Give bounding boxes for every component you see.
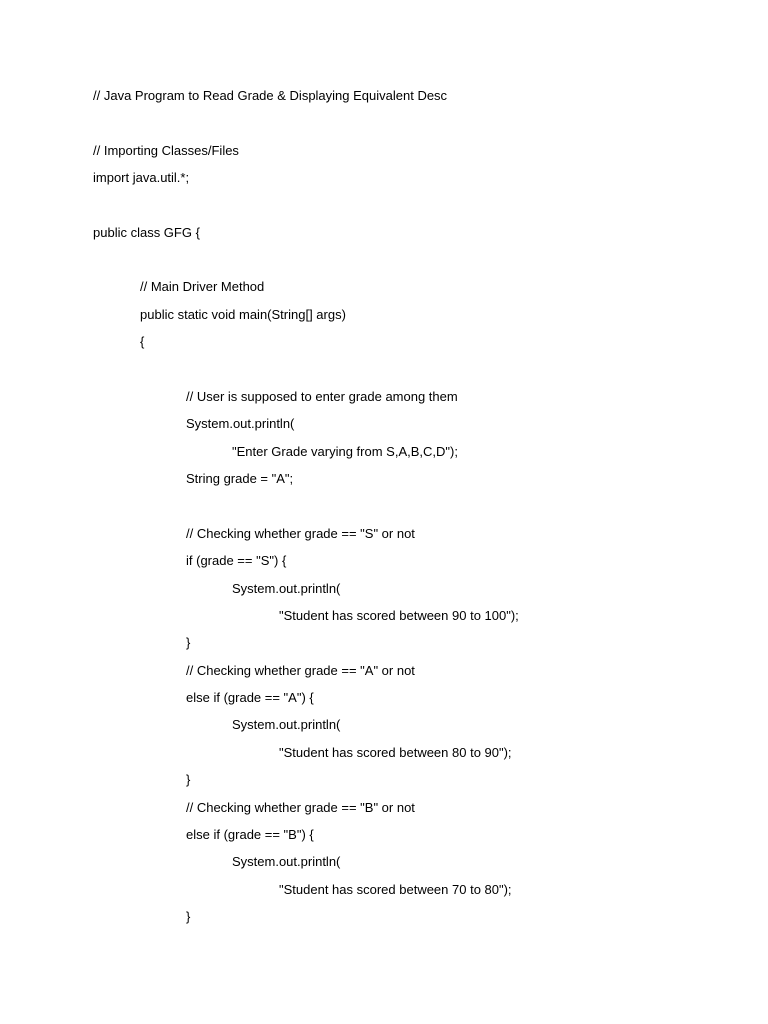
code-line: // Importing Classes/Files <box>93 143 239 158</box>
code-line: // Checking whether grade == "B" or not <box>186 800 415 815</box>
code-line: "Student has scored between 80 to 90"); <box>279 745 512 760</box>
code-line: System.out.println( <box>232 717 341 732</box>
code-line: // Java Program to Read Grade & Displaying Equivalent Desc <box>93 88 448 103</box>
code-line: "Student has scored between 90 to 100"); <box>279 608 519 623</box>
code-line: // Checking whether grade == "A" or not <box>186 663 415 678</box>
code-line: // Main Driver Method <box>140 279 265 294</box>
code-line: } <box>186 635 191 650</box>
code-line: { <box>140 334 145 349</box>
code-line: else if (grade == "A") { <box>186 690 314 705</box>
code-line: String grade = "A"; <box>186 471 294 486</box>
code-line: } <box>186 772 191 787</box>
code-line: System.out.println( <box>232 581 341 596</box>
code-line: } <box>186 909 191 924</box>
code-line: import java.util.*; <box>93 170 190 185</box>
code-line: else if (grade == "B") { <box>186 827 314 842</box>
code-line: if (grade == "S") { <box>186 553 287 568</box>
code-line: public class GFG { <box>93 225 200 240</box>
code-line: "Student has scored between 70 to 80"); <box>279 882 512 897</box>
code-line: System.out.println( <box>232 854 341 869</box>
code-line: // User is supposed to enter grade among them <box>186 389 458 404</box>
code-line: System.out.println( <box>186 416 295 431</box>
code-line: // Checking whether grade == "S" or not <box>186 526 415 541</box>
code-line: public static void main(String[] args) <box>140 307 346 322</box>
code-line: "Enter Grade varying from S,A,B,C,D"); <box>232 444 458 459</box>
